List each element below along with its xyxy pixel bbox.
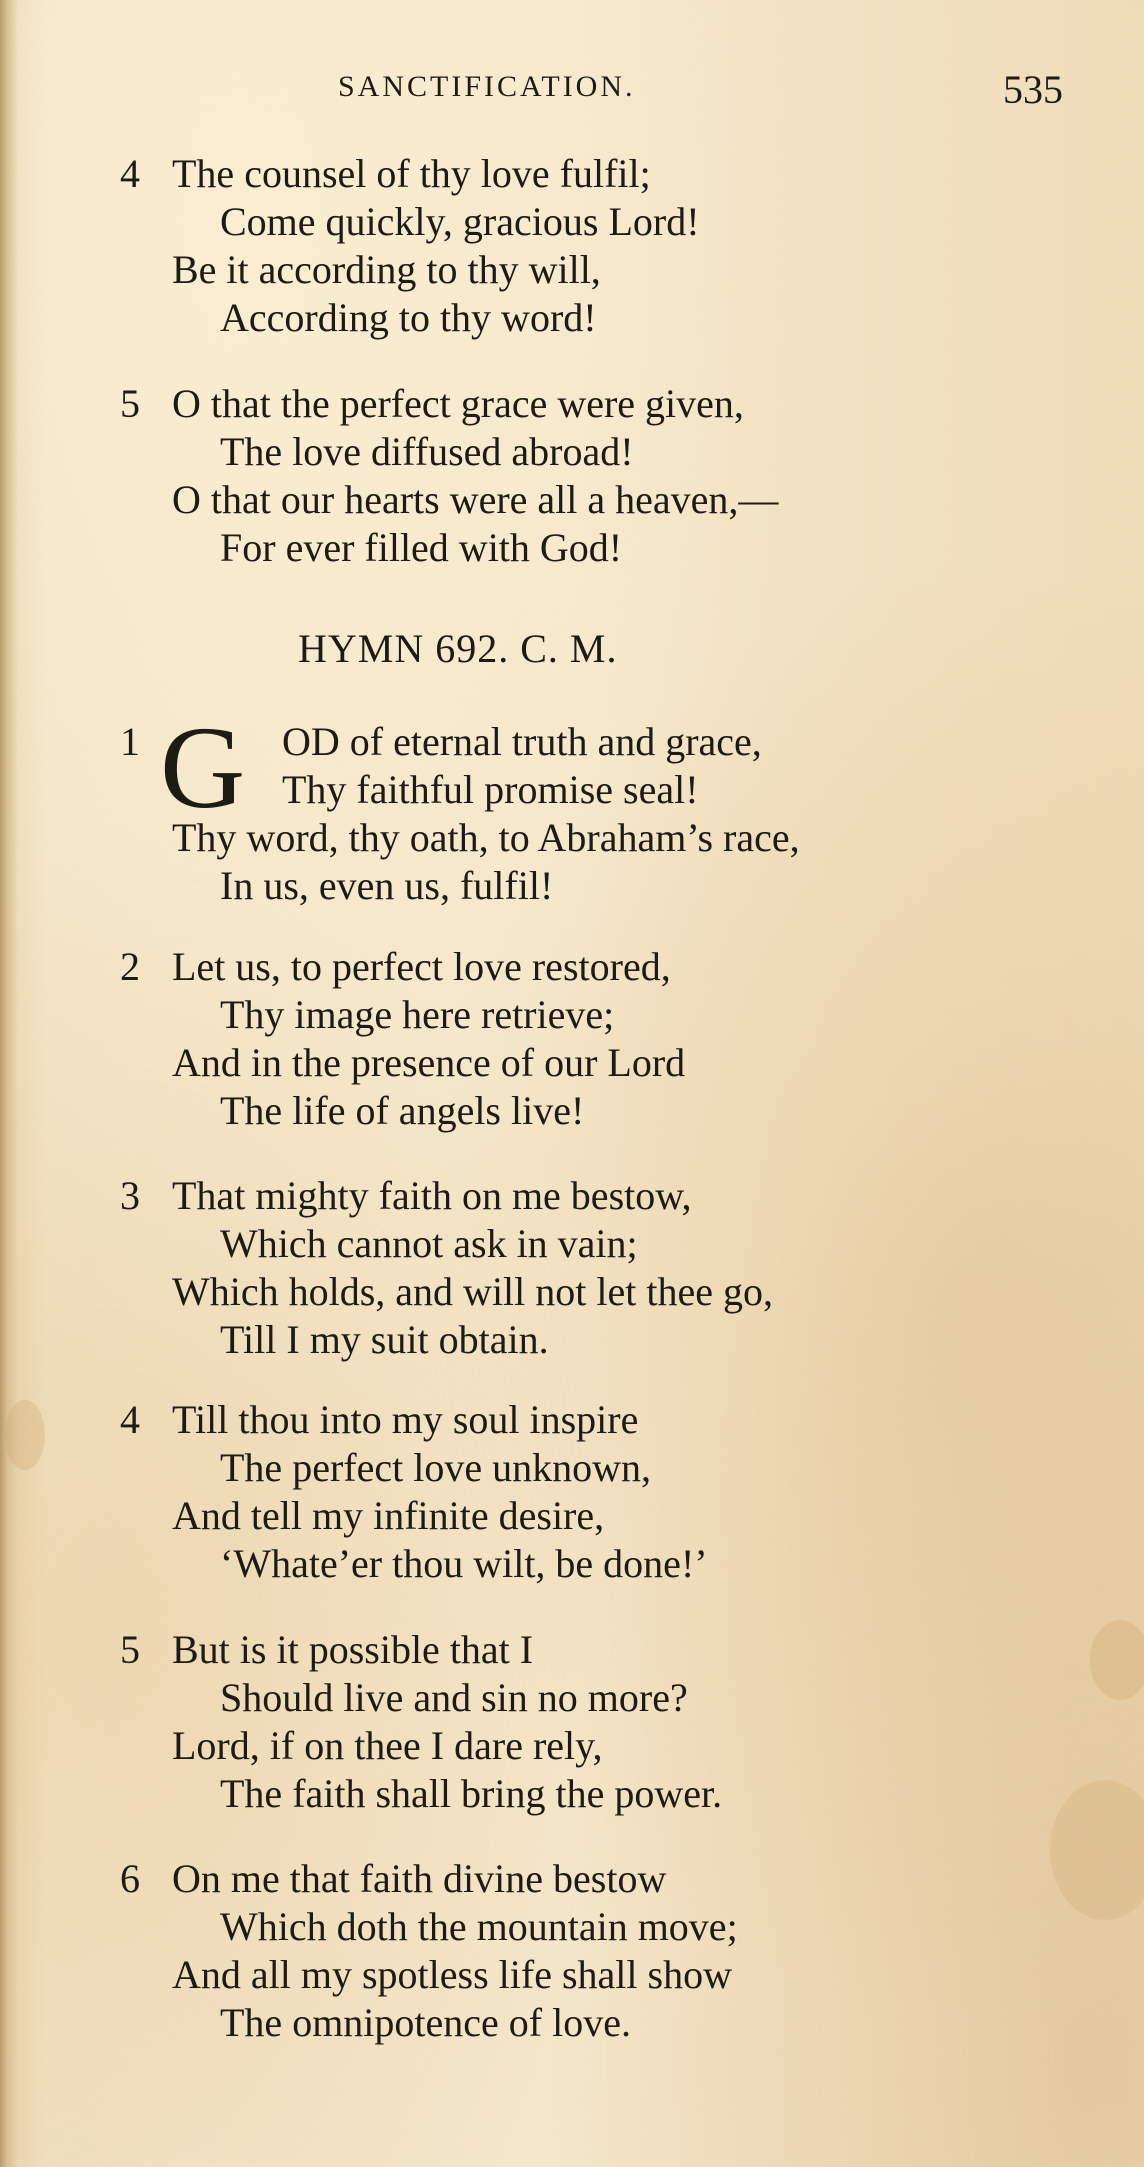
verse-line: O that the perfect grace were given, — [172, 381, 744, 426]
verse-line: Lord, if on thee I dare rely, — [172, 1723, 603, 1768]
verse-number: 5 — [120, 1627, 140, 1672]
verse — [120, 380, 1080, 572]
verse-line: The perfect love unknown, — [220, 1445, 651, 1490]
verse-line: Till I my suit obtain. — [220, 1317, 549, 1362]
verse-line: In us, even us, fulfil! — [220, 863, 554, 908]
verse-line: And all my spotless life shall show — [172, 1952, 732, 1997]
drop-cap: G — [160, 702, 246, 833]
verse-number: 5 — [120, 381, 140, 426]
verse-line: Till thou into my soul inspire — [172, 1397, 639, 1442]
verse-line: The life of angels live! — [220, 1088, 585, 1133]
verse-line: Which holds, and will not let thee go, — [172, 1269, 773, 1314]
verse-line: And in the presence of our Lord — [172, 1040, 686, 1085]
verse-line: OD of eternal truth and grace, — [282, 719, 762, 764]
page-number: 535 — [1003, 67, 1063, 112]
verse-line: The omnipotence of love. — [220, 2000, 631, 2045]
verse-line: Which cannot ask in vain; — [220, 1221, 638, 1266]
verse-line: Let us, to perfect love restored, — [172, 944, 671, 989]
verse — [120, 1855, 1080, 2047]
verse-line: On me that faith divine bestow — [172, 1856, 667, 1901]
verse-number: 3 — [120, 1173, 140, 1218]
verse-number: 1 — [120, 719, 140, 764]
verse-number: 4 — [120, 1397, 140, 1442]
verse-line: O that our hearts were all a heaven,— — [172, 477, 779, 522]
verse-line: The faith shall bring the power. — [220, 1771, 723, 1816]
verse — [120, 943, 1080, 1135]
verse-line: But is it possible that I — [172, 1627, 534, 1672]
verse-line: For ever filled with God! — [220, 525, 623, 570]
paper-stain — [5, 1400, 45, 1470]
verse-line: That mighty faith on me bestow, — [172, 1173, 692, 1218]
verse — [120, 1626, 1080, 1818]
page-gutter-shadow — [0, 0, 18, 2167]
verse-line: According to thy word! — [220, 295, 597, 340]
hymn-heading: HYMN 692. C. M. — [298, 626, 618, 671]
verse-line: And tell my infinite desire, — [172, 1493, 605, 1538]
verse-line: Thy image here retrieve; — [220, 992, 615, 1037]
verse — [120, 150, 1080, 342]
verse-number: 4 — [120, 151, 140, 196]
verse-line: Which doth the mountain move; — [220, 1904, 738, 1949]
verse — [120, 702, 1080, 910]
paper-stain — [1090, 1620, 1144, 1700]
verse-line: ‘Whate’er thou wilt, be done!’ — [220, 1541, 708, 1586]
verse-line: The counsel of thy love fulfil; — [172, 151, 651, 196]
verse-line: Should live and sin no more? — [220, 1675, 688, 1720]
running-title: SANCTIFICATION. — [338, 70, 636, 103]
verse — [120, 1172, 1080, 1364]
verse-number: 6 — [120, 1856, 140, 1901]
verse-line: Thy word, thy oath, to Abraham’s race, — [172, 815, 800, 860]
verse-line: The love diffused abroad! — [220, 429, 634, 474]
verse-number: 2 — [120, 944, 140, 989]
verse-line: Thy faithful promise seal! — [282, 767, 699, 812]
verse — [120, 1396, 1080, 1588]
verse-line: Come quickly, gracious Lord! — [220, 199, 700, 244]
page-header — [0, 60, 1144, 120]
verse-line: Be it according to thy will, — [172, 247, 601, 292]
